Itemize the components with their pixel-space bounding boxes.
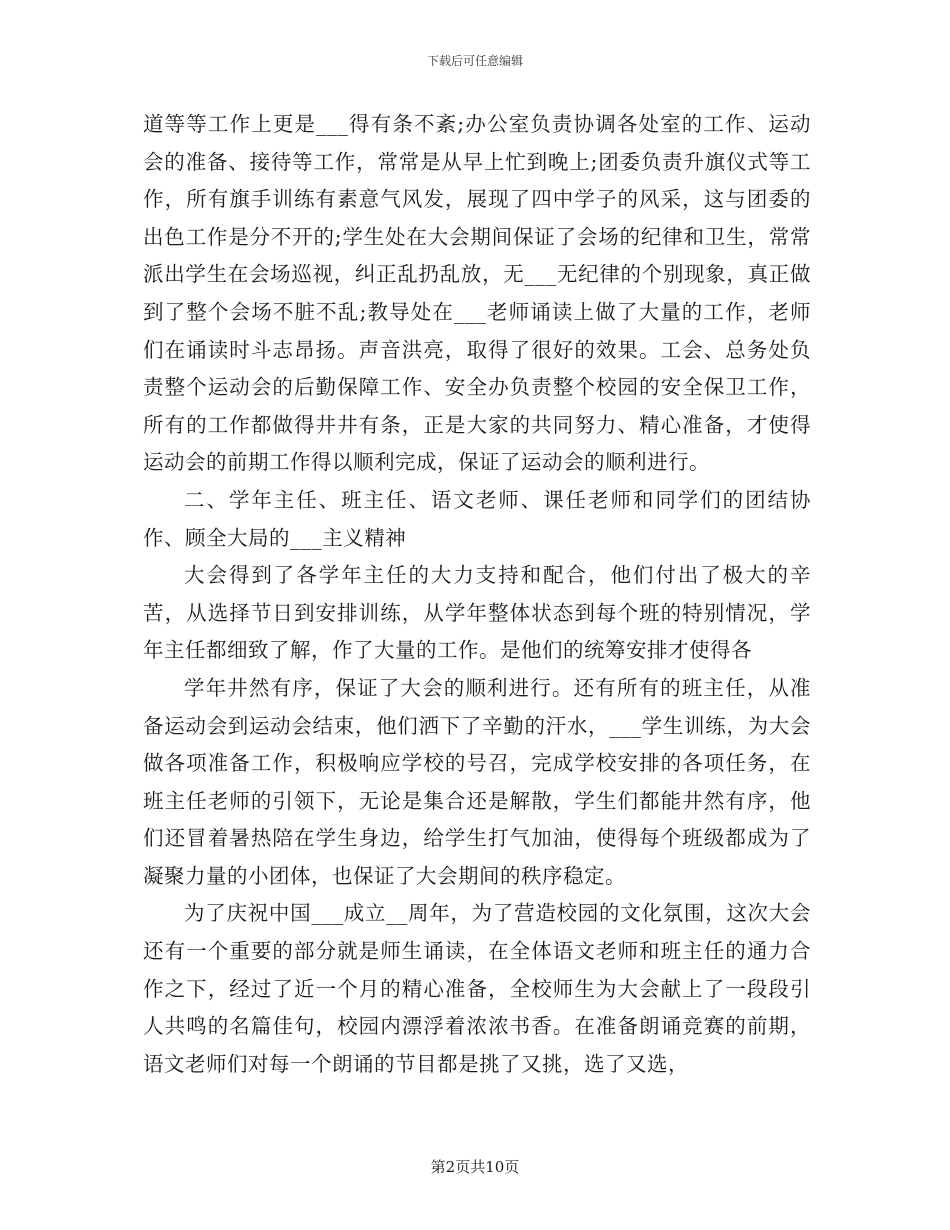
paragraph-5: 为了庆祝中国___成立__周年，为了营造校园的文化氛围，这次大会还有一个重要的部分就是师生诵读，在全体语文老师和班主任的通力合作之下，经过了近一个月的精心准备，全校师生为大会献上了一段段引人共鸣的名篇佳句，校园内漂浮着浓浓书香。在准备朗诵竞赛的前期，语文老师们对每一个朗诵的节目都是挑了又挑，选了又选， <box>143 901 811 1076</box>
paragraph-4: 学年井然有序，保证了大会的顺利进行。还有所有的班主任，从准备运动会到运动会结束，他们洒下了辛勤的汗水，___学生训练，为大会做各项准备工作，积极响应学校的号召，完成学校安排的各项任务，在班主任老师的引领下，无论是集合还是解散，学生们都能井然有序，他们还冒着暑热陪在学生身边，给学生打气加油，使得每个班级都成为了凝聚力量的小团体，也保证了大会期间的秩序稳定。 <box>143 675 811 888</box>
document-body <box>143 106 811 1083</box>
page-header: 下载后可任意编辑 <box>426 54 523 68</box>
paragraph-2-heading: 二、学年主任、班主任、语文老师、课任老师和同学们的团结协作、顾全大局的___主义精神 <box>143 487 811 550</box>
paragraph-3: 大会得到了各学年主任的大力支持和配合，他们付出了极大的辛苦，从选择节日到安排训练，从学年整体状态到每个班的特别情况，学年主任都细致了解，作了大量的工作。是他们的统筹安排才使得各 <box>143 563 811 663</box>
page-footer: 第2页共10页 <box>430 1158 520 1176</box>
paragraph-1: 道等等工作上更是___得有条不紊;办公室负责协调各处室的工作、运动会的准备、接待等工作，常常是从早上忙到晚上;团委负责升旗仪式等工作，所有旗手训练有素意气风发，展现了四中学子的风采，这与团委的出色工作是分不开的;学生处在大会期间保证了会场的纪律和卫生，常常派出学生在会场巡视，纠正乱扔乱放，无___无纪律的个别现象，真正做到了整个会场不脏不乱;教导处在___老师诵读上做了大量的工作，老师们在诵读时斗志昂扬。声音洪亮，取得了很好的效果。工会、总务处负责整个运动会的后勤保障工作、安全办负责整个校园的安全保卫工作，所有的工作都做得井井有条，正是大家的共同努力、精心准备，才使得运动会的前期工作得以顺利完成，保证了运动会的顺利进行。 <box>143 112 811 475</box>
